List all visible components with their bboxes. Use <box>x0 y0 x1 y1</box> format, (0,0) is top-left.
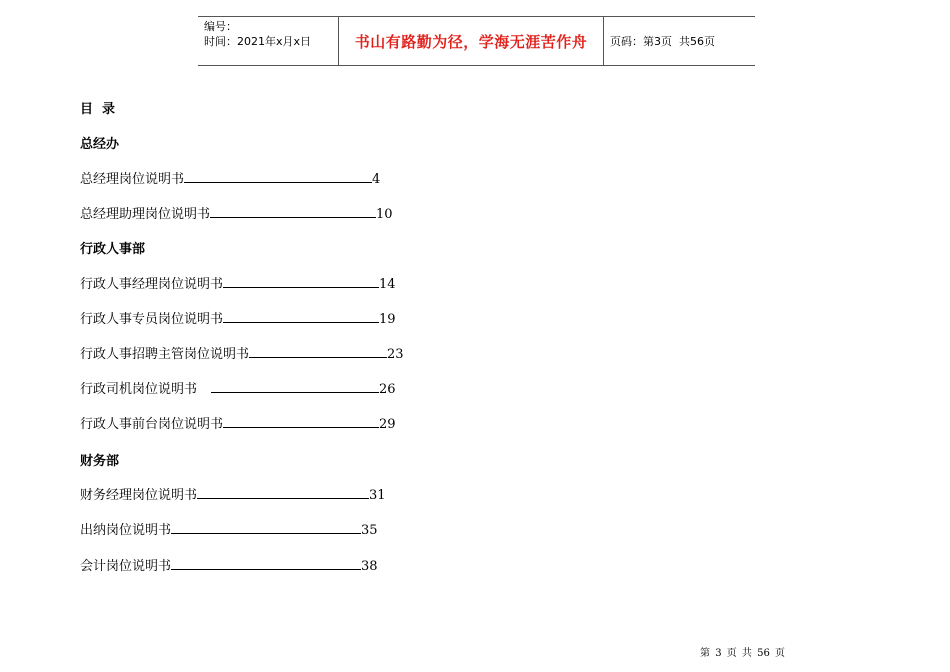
header-meta <box>198 17 339 65</box>
toc-entry-title: 行政人事招聘主管岗位说明书 <box>80 347 250 362</box>
toc-leader <box>184 172 372 183</box>
toc-entry-title: 出纳岗位说明书 <box>80 523 172 538</box>
toc-leader <box>223 312 379 323</box>
toc-entry-title: 行政人事前台岗位说明书 <box>80 417 224 432</box>
toc-entry[interactable] <box>80 203 393 222</box>
header-motto: 书山有路勤为径，学海无涯苦作舟 <box>339 17 604 65</box>
toc-leader <box>223 277 379 288</box>
header-page-info: 页码：第3页 共56页 <box>610 35 715 48</box>
section-heading: 财务部 <box>80 454 120 469</box>
toc-leader <box>210 207 376 218</box>
toc-entry-title: 行政人事经理岗位说明书 <box>80 277 224 292</box>
section-heading: 总经办 <box>80 137 120 152</box>
toc-entry-page: 26 <box>379 382 396 397</box>
toc-entry[interactable] <box>80 168 380 187</box>
toc-entry[interactable] <box>80 519 378 538</box>
section-heading: 行政人事部 <box>80 242 146 257</box>
toc-entry[interactable] <box>80 308 396 327</box>
toc-entry-page: 38 <box>361 559 378 574</box>
toc-entry[interactable] <box>80 413 396 432</box>
toc-leader <box>223 417 379 428</box>
toc-entry-title: 财务经理岗位说明书 <box>80 488 198 503</box>
toc-entry[interactable] <box>80 273 396 292</box>
toc-entry-page: 31 <box>369 488 386 503</box>
number-label: 编号： <box>204 20 237 33</box>
toc-leader <box>211 382 379 393</box>
toc-entry-page: 23 <box>387 347 404 362</box>
toc-entry[interactable] <box>80 378 396 397</box>
toc-entry-page: 35 <box>361 523 378 538</box>
toc-entry-page: 14 <box>379 277 396 292</box>
time-label: 时间：2021年x月x日 <box>204 35 312 48</box>
page-header <box>198 16 755 66</box>
toc-entry[interactable] <box>80 343 404 362</box>
toc-entry-page: 29 <box>379 417 396 432</box>
toc-entry-title: 行政司机岗位说明书 <box>80 382 198 397</box>
toc-leader <box>171 559 361 570</box>
toc-title: 目 录 <box>80 102 116 117</box>
toc-leader <box>171 523 361 534</box>
toc-leader <box>249 347 387 358</box>
toc-entry[interactable] <box>80 555 378 574</box>
toc-entry-title: 行政人事专员岗位说明书 <box>80 312 224 327</box>
toc-entry-page: 19 <box>379 312 396 327</box>
toc-entry-title: 会计岗位说明书 <box>80 559 172 574</box>
toc-entry-page: 10 <box>376 207 393 222</box>
toc-entry-page: 4 <box>372 172 381 187</box>
page-footer: 第 3 页 共 56 页 <box>700 648 785 659</box>
toc-entry-title: 总经理助理岗位说明书 <box>80 207 211 222</box>
toc-leader <box>197 488 369 499</box>
toc-entry-title: 总经理岗位说明书 <box>80 172 185 187</box>
toc-entry[interactable] <box>80 484 386 503</box>
